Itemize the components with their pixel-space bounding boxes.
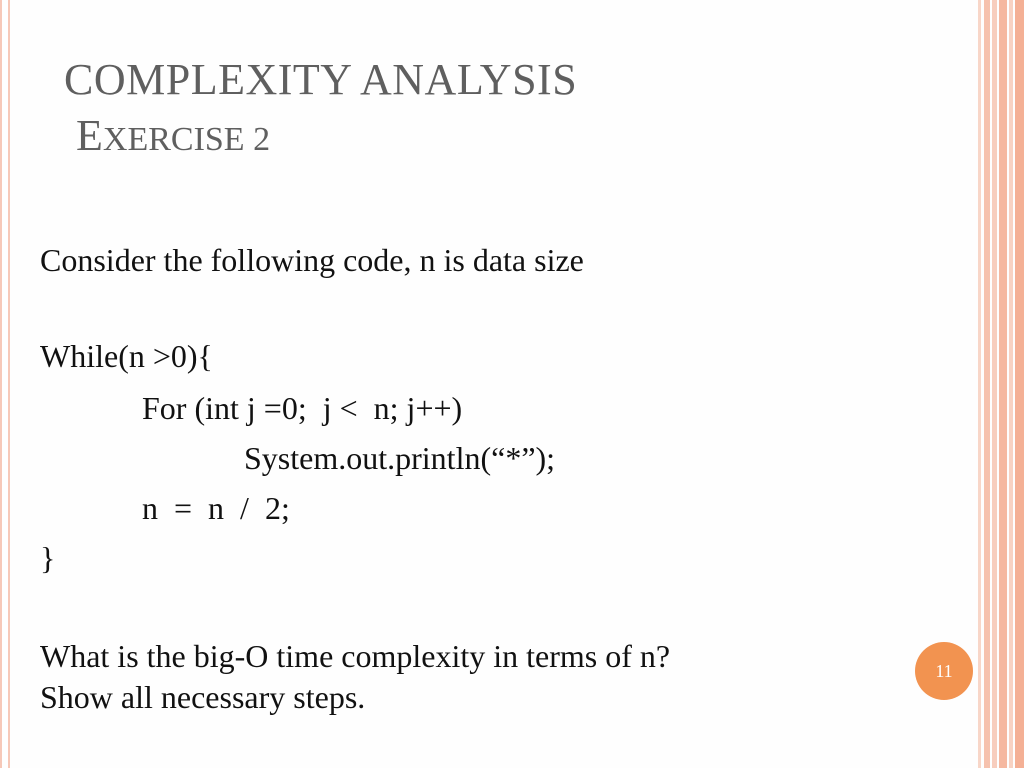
instruction-text: Show all necessary steps. [40, 679, 366, 715]
right-stripe [984, 0, 990, 768]
slide-subtitle [76, 110, 270, 161]
page-number-badge: 11 [915, 642, 973, 700]
left-border-line [0, 0, 2, 768]
right-stripe [999, 0, 1007, 768]
code-line-halve: n = n / 2; [142, 490, 290, 526]
right-stripe [978, 0, 981, 768]
intro-text: Consider the following code, n is data size [40, 242, 584, 278]
left-border-line-inner [8, 0, 10, 768]
question-text: What is the big-O time complexity in terms of n? [40, 638, 671, 674]
right-stripe [992, 0, 997, 768]
slide-title: COMPLEXITY ANALYSIS [64, 55, 578, 104]
code-line-print: System.out.println(“*”); [244, 440, 556, 476]
right-stripe [1015, 0, 1024, 768]
code-line-close: } [40, 540, 56, 576]
right-stripe [1009, 0, 1013, 768]
code-line-for: For (int j =0; j < n; j++) [142, 390, 463, 426]
subtitle-rest: XERCISE 2 [102, 121, 271, 158]
subtitle-initial: E [76, 111, 103, 160]
code-line-while: While(n >0){ [40, 338, 213, 374]
